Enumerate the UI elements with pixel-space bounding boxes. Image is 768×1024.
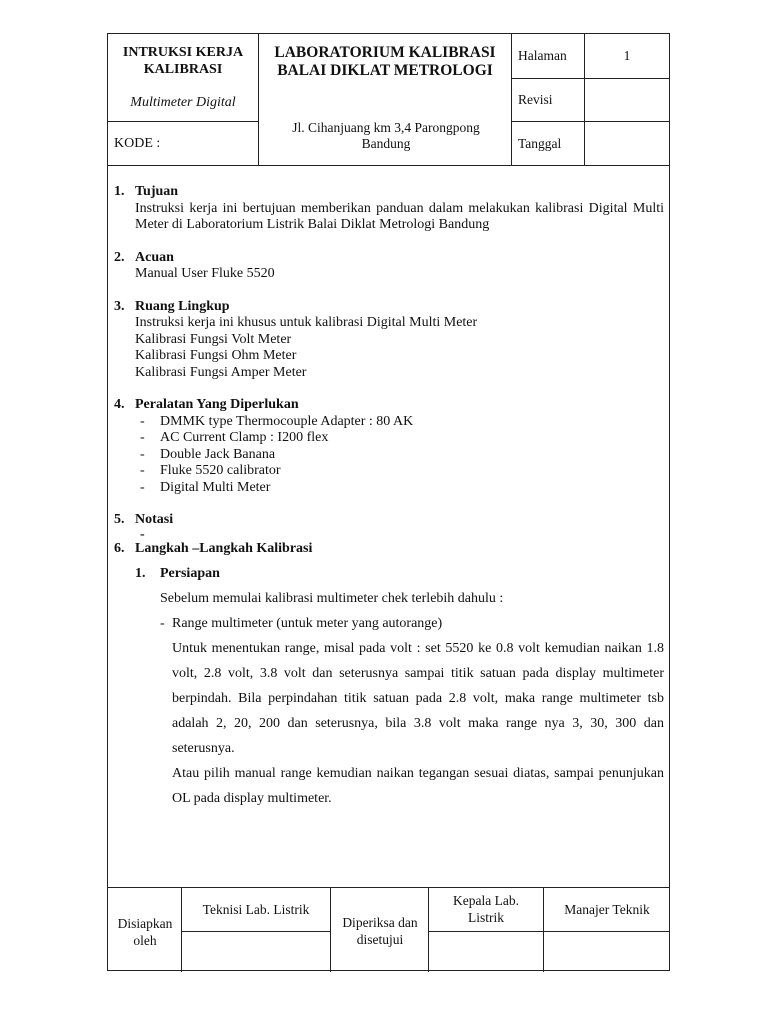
step-paragraph: Untuk menentukan range, misal pada volt : set 5520 ke 0.8 volt kemudian naikan 1.8 volt, 2.8 volt, 3.8 volt dan seterusnya sampai titik satuan pada display multimeter berpindah. Bila perpindahan titik satuan pada 2.8 volt, maka range multimeter tsb adalah 2, 20, 200 dan seterusnya, bila 3.8 volt maka range nya 3, 30, 300 dan seterusnya.: [172, 641, 664, 756]
section-acuan: [114, 250, 664, 283]
scope-line: Kalibrasi Fungsi Ohm Meter: [135, 348, 297, 363]
section-ruang-lingkup: [114, 299, 664, 382]
section-number: 4.: [114, 397, 125, 412]
checked-role: Kepala Lab. Listrik: [453, 893, 519, 925]
document-page: [107, 33, 670, 971]
document-body: [114, 184, 664, 811]
section-peralatan: [114, 397, 664, 496]
lab-title: LABORATORIUM KALIBRASI BALAI DIKLAT METROLOGI: [274, 44, 496, 79]
code-label: KODE :: [114, 136, 161, 151]
lab-address: Jl. Cihanjuang km 3,4 Parongpong Bandung: [292, 120, 480, 151]
step-intro: Sebelum memulai kalibrasi multimeter chek terlebih dahulu :: [160, 591, 504, 606]
section-title: Notasi: [135, 512, 174, 527]
page-label: Halaman: [518, 48, 567, 63]
document-header: [108, 34, 669, 166]
equipment-item: - Double Jack Banana: [140, 446, 276, 462]
section-text: Manual User Fluke 5520: [135, 266, 275, 281]
section-title: Ruang Lingkup: [135, 298, 230, 314]
step-persiapan: [135, 561, 664, 811]
section-notasi: [114, 512, 664, 541]
equipment-item: - DMMK type Thermocouple Adapter : 80 AK: [140, 413, 414, 429]
section-title: Langkah –Langkah Kalibrasi: [135, 540, 313, 556]
equipment-item: - Digital Multi Meter: [140, 479, 271, 495]
section-title: Peralatan Yang Diperlukan: [135, 397, 299, 412]
section-title: Acuan: [135, 249, 174, 265]
scope-line: Instruksi kerja ini khusus untuk kalibrasi Digital Multi Meter: [135, 315, 478, 330]
step-bullet: - Range multimeter (untuk meter yang autorange): [160, 616, 443, 631]
scope-line: Kalibrasi Fungsi Amper Meter: [135, 364, 307, 380]
notasi-dash: -: [140, 526, 145, 542]
page-number: 1: [623, 48, 631, 63]
signature-table: [108, 887, 669, 972]
section-number: 1.: [114, 184, 125, 199]
section-number: 6.: [114, 540, 125, 556]
scope-line: Kalibrasi Fungsi Volt Meter: [135, 331, 292, 347]
doc-subject: Multimeter Digital: [130, 95, 236, 110]
section-langkah: [114, 541, 664, 558]
section-title: Tujuan: [135, 184, 179, 199]
manager-role: Manajer Teknik: [564, 902, 650, 917]
section-text: Instruksi kerja ini bertujuan memberikan panduan dalam melakukan kalibrasi Digital Multi Meter di Laboratorium Listrik Balai Diklat Metrologi Bandung: [135, 200, 664, 232]
doc-type-title: INTRUKSI KERJA KALIBRASI: [122, 45, 244, 77]
section-number: 5.: [114, 512, 125, 527]
equipment-item: - Fluke 5520 calibrator: [140, 463, 281, 478]
checked-label: Diperiksa dan disetujui: [342, 915, 418, 947]
equipment-item: - AC Current Clamp : I200 flex: [140, 430, 329, 445]
date-label: Tanggal: [518, 136, 562, 151]
section-number: 3.: [114, 298, 125, 314]
section-number: 2.: [114, 249, 125, 265]
prepared-role: Teknisi Lab. Listrik: [202, 902, 310, 917]
revision-label: Revisi: [518, 92, 553, 107]
step-paragraph: Atau pilih manual range kemudian naikan tegangan sesuai diatas, sampai penunjukan OL pada display multimeter.: [172, 766, 664, 806]
step-title: Persiapan: [160, 566, 220, 581]
prepared-label: Disiapkan oleh: [117, 916, 173, 948]
step-number: 1.: [135, 566, 146, 581]
section-tujuan: [114, 184, 664, 234]
